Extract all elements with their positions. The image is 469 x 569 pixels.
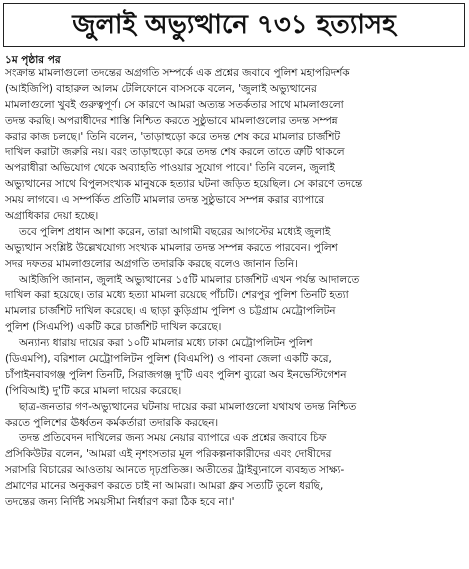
article-line: সরাসরি বিচারের আওতায় আনতে দৃঢ়প্রতিজ্ঞ। অতীতের ট্রাইব্যুনালে ব্যবহৃত সাক্ষ্য- [5,464,345,477]
article-line: চাঁপাইনবাবগঞ্জ পুলিশ তিনটি, সিরাজগঞ্জ দু'টি এবং পুলিশ ব্যুরো অব ইনভেস্টিগেশন [5,368,347,381]
article-line: সময় লাগবে। এ সম্পর্কিত প্রতিটি মামলার তদন্ত সুষ্ঠুভাবে সম্পন্ন করার ব্যাপারে [5,194,325,207]
article-line: অভ্যুত্থান সংশ্লিষ্ট উল্লেখযোগ্য সংখ্যক মামলার তদন্ত সম্পন্ন করতে পারবেন। পুলিশ [5,241,338,254]
article-line: তদন্ত প্রতিবেদন দাখিলের জন্য সময় নেয়ার ব্যাপারে এক প্রশ্নের জবাবে চিফ [19,432,327,445]
article-line: পুলিশ (সিএমপি) একটি করে চার্জশিট দাখিল করেছে। [5,321,222,334]
article-line: আইজিপি জানান, জুলাই অভ্যুত্থানের ১৫টি মামলার চার্জশিট এখন পর্যন্ত আদালতে [19,273,360,286]
article-line: অপরাধীরা অভিযোগ থেকে অব্যাহতি পাওয়ার সুযোগ পাবে।' তিনি বলেন, জুলাই [5,162,335,175]
article-line: তবে পুলিশ প্রধান আশা করেন, তারা আগামী বছরের আগস্টের মধ্যেই জুলাই [19,225,331,238]
article-line: তদন্ত করছি। অপরাধীদের শাস্তি নিশ্চিত করতে সুষ্ঠুভাবে মামলাগুলোর তদন্ত সম্পন্ন [5,114,338,127]
article-line: (পিবিআই) দু'টি করে মামলা দায়ের করেছে। [5,384,182,397]
article-body [5,66,463,511]
article-line: প্রসিকিউটর বলেন, 'আমরা এই নৃশংসতার মূল পরিকল্পনাকারীদের এবং দোষীদের [5,448,332,461]
article-line: অন্যান্য ধারায় দায়ের করা ১০টি মামলার মধ্যে ঢাকা মেট্রোপলিটন পুলিশ [19,337,313,350]
article-line: প্রমাণের মানের অনুকরণ করতে চাই না আমরা। আমরা ধ্রুব সত্যটি তুলে ধরছি, [5,480,324,493]
headline-box [3,3,465,47]
article-line: সদর দফতর মামলাগুলোর অগ্রগতি তদারকি করছে বলেও জানান তিনি। [5,257,298,270]
headline: জুলাই অভ্যুত্থানে ৭৩১ হত্যাসহ [72,10,396,40]
article-line: অভ্যুত্থানের সাথে বিপুলসংখ্যক মানুষকে হত্যার ঘটনা জড়িত হয়েছিল। সে কারণে তদন্তে [5,178,363,191]
article-line: (আইজিপি) বাহারুল আলম টেলিফোনে বাসসকে বলেন, 'জুলাই অভ্যুত্থানের [5,82,317,95]
article-line: ছাত্র-জনতার গণ-অভ্যুত্থানের ঘটনায় দায়ের করা মামলাগুলো যথাযথ তদন্ত নিশ্চিত [19,400,357,413]
article-line: করার কাজ চলছে।' তিনি বলেন, 'তাড়াহুড়ো করে তদন্ত শেষ করে মামলার চার্জশিট [5,130,341,143]
article-line: করতে পুলিশের ঊর্ধ্বতন কর্মকর্তারা তদারকি করছেন। [5,416,219,429]
article-line: সংক্রান্ত মামলাগুলো তদন্তের অগ্রগতি সম্পর্কে এক প্রশ্নের জবাবে পুলিশ মহাপরিদর্শক [5,67,350,79]
article-line: মামলাগুলো খুবই গুরুত্বপূর্ণ। সে কারণে আমরা অত্যন্ত সতর্কতার সাথে মামলাগুলো [5,98,344,111]
article-line: তদন্তের জন্য নির্দিষ্ট সময়সীমা নির্ধারণ করা ঠিক হবে না।' [5,496,235,509]
article-line: (ডিএমপি), বরিশাল মেট্রোপলিটন পুলিশ (বিএমপি) ও পাবনা জেলা একটি করে, [5,353,332,366]
continued-from-label: ১ম পৃষ্ঠার পর [5,54,61,66]
article-line: অগ্রাধিকার দেয়া হচ্ছে। [5,210,99,223]
article-line: মামলার চার্জশিট দাখিল করেছে। এ ছাড়া কুড়িগ্রাম পুলিশ ও চট্টগ্রাম মেট্রোপলিটন [5,305,336,318]
article-line: দাখিল করা হয়েছে। তার মধ্যে হত্যা মামলা রয়েছে পাঁচটি। শেরপুর পুলিশ তিনটি হত্যা [5,289,349,302]
article-line: দাখিল করাটা জরুরি নয়। বরং তাড়াহুড়ো করে তদন্ত শেষ করলে তাতে ত্রুটি থাকলে [5,146,345,159]
